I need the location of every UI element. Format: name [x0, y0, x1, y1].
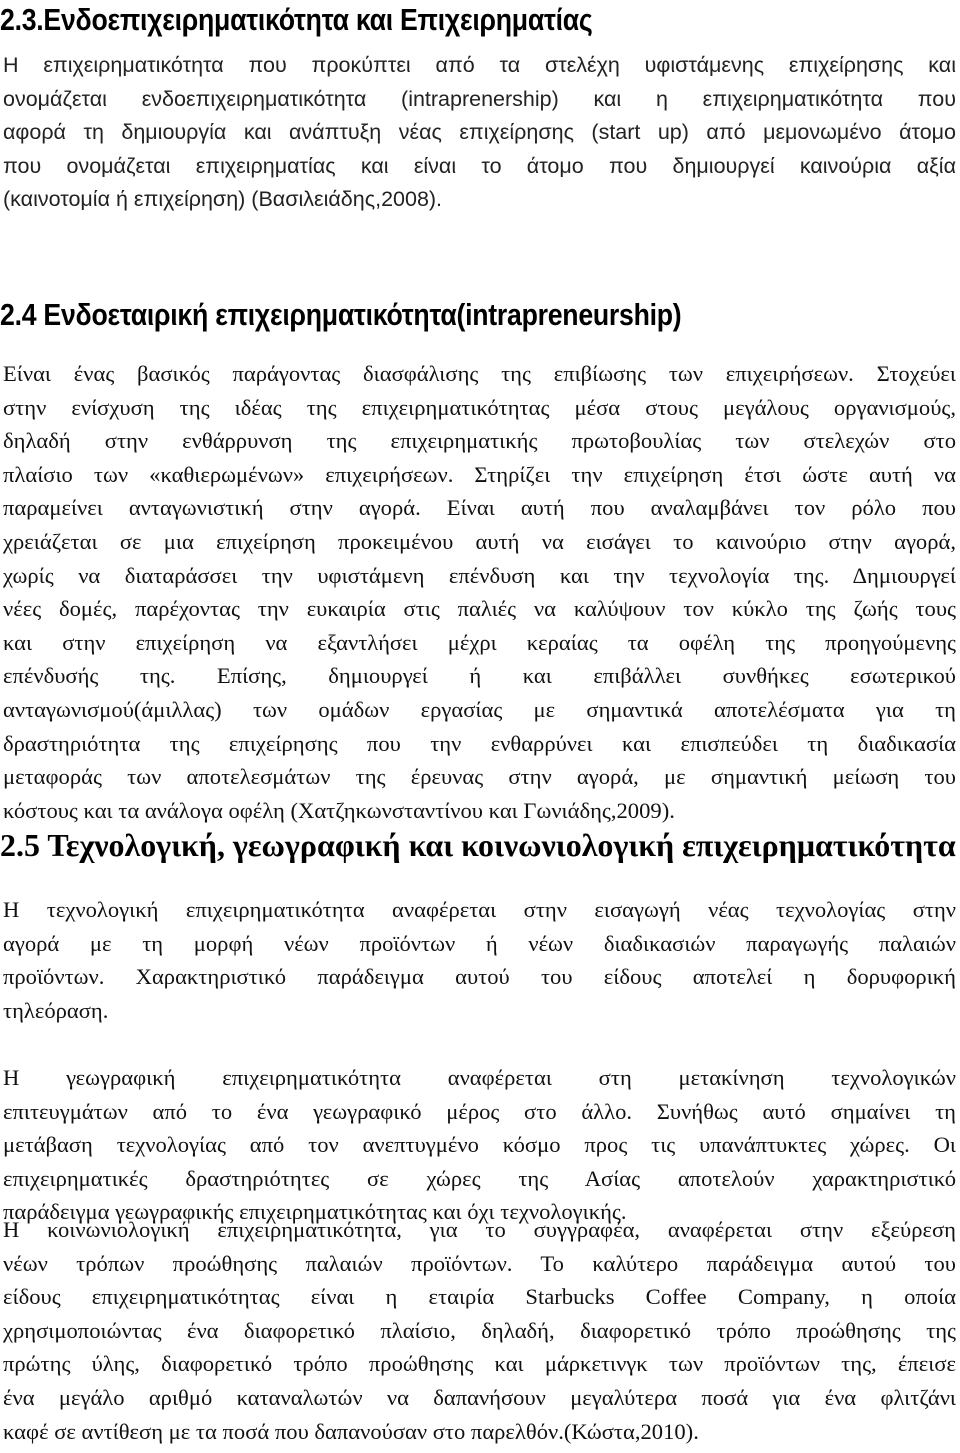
- text-line: μεταφοράς των αποτελεσμάτων της έρευνας στην αγορά, με σημαντική μείωση του: [3, 764, 956, 790]
- text-line: κόστους και τα ανάλογα οφέλη (Χατζηκωνσταντίνου και Γωνιάδης,2009).: [3, 797, 675, 823]
- section-2-3-heading: 2.3.Ενδοεπιχειρηματικότητα και Επιχειρηματίας: [0, 2, 593, 37]
- text-line: πλαίσιο των «καθιερωμένων» επιχειρήσεων. Στηρίζει την επιχείρηση έτσι ώστε αυτή να: [3, 461, 956, 487]
- text-line: χρησιμοποιώντας ένα διαφορετικό πλαίσιο, δηλαδή, διαφορετικό τρόπο προώθησης της: [3, 1317, 956, 1343]
- text-line: Η γεωγραφική επιχειρηματικότητα αναφέρεται στη μετακίνηση τεχνολογικών: [3, 1065, 956, 1090]
- text-line: τηλεόραση.: [3, 997, 109, 1023]
- text-line: Η επιχειρηματικότητα που προκύπτει από τα στελέχη υφιστάμενης επιχείρησης και: [3, 53, 956, 77]
- text-line: (καινοτομία ή επιχείρηση) (Βασιλειάδης,2008).: [3, 187, 443, 212]
- text-line: δραστηριότητα της επιχείρησης που την ενθαρρύνει και επισπεύδει τη διαδικασία: [3, 730, 956, 756]
- text-line: επιχειρηματικές δραστηριότητες σε χώρες της Ασίας αποτελούν χαρακτηριστικό: [3, 1165, 956, 1191]
- section-2-5-heading: 2.5 Τεχνολογική, γεωγραφική και κοινωνιολογική επιχειρηματικότητα: [0, 828, 956, 863]
- text-line: χρειάζεται σε μια επιχείρηση προκειμένου αυτή να εισάγει το καινούριο στην αγορά,: [3, 528, 956, 554]
- text-line: παράδειγμα γεωγραφικής επιχειρηματικότητας και όχι τεχνολογικής.: [3, 1199, 627, 1225]
- section-2-5-paragraph-sociological: [3, 1213, 956, 1448]
- text-line: προϊόντων. Χαρακτηριστικό παράδειγμα αυτού του είδους αποτελεί η δορυφορική: [3, 964, 956, 990]
- text-line: αφορά τη δημιουργία και ανάπτυξη νέας επιχείρησης (start up) από μεμονωμένο άτομο: [3, 120, 956, 145]
- text-line: παραμείνει ανταγωνιστική στην αγορά. Είναι αυτή που αναλαμβάνει τον ρόλο που: [3, 495, 956, 521]
- section-2-5-paragraph-technological: [3, 893, 956, 1027]
- section-2-3-paragraph: [3, 49, 956, 217]
- text-line: επένδυσής της. Επίσης, δημιουργεί ή και επιβάλλει συνθήκες εσωτερικού: [3, 663, 956, 689]
- text-line: αγορά με τη μορφή νέων προϊόντων ή νέων διαδικασιών παραγωγής παλαιών: [3, 930, 956, 956]
- text-line: που ονομάζεται επιχειρηματίας και είναι το άτομο που δημιουργεί καινούρια αξία: [3, 153, 956, 178]
- text-line: ανταγωνισμού(άμιλλας) των ομάδων εργασίας με σημαντικά αποτελέσματα για τη: [3, 696, 956, 722]
- text-line: είδους επιχειρηματικότητας είναι η εταιρία Starbucks Coffee Company, η οποία: [3, 1284, 956, 1310]
- text-line: Η κοινωνιολογική επιχειρηματικότητα, για το συγγραφέα, αναφέρεται στην εξεύρεση: [3, 1217, 956, 1242]
- text-line: δηλαδή στην ενθάρρυνση της επιχειρηματικής πρωτοβουλίας των στελεχών στο: [3, 428, 956, 454]
- section-2-4-paragraph: [3, 357, 956, 827]
- text-line: καφέ σε αντίθεση με τα ποσά που δαπανούσαν στο παρελθόν.(Κώστα,2010).: [3, 1418, 699, 1444]
- text-line: ονομάζεται ενδοεπιχειρηματικότητα (intraprenership) και η επιχειρηματικότητα που: [3, 86, 956, 111]
- text-line: πρώτης ύλης, διαφορετικό τρόπο προώθησης και μάρκετινγκ των προϊόντων της, έπεισε: [3, 1351, 956, 1377]
- section-2-5-paragraph-geographic: [3, 1061, 956, 1229]
- text-line: Είναι ένας βασικός παράγοντας διασφάλισης της επιβίωσης των επιχειρήσεων. Στοχεύει: [3, 361, 956, 386]
- text-line: χωρίς να διαταράσσει την υφιστάμενη επένδυση και την τεχνολογία της. Δημιουργεί: [3, 562, 956, 588]
- text-line: Η τεχνολογική επιχειρηματικότητα αναφέρεται στην εισαγωγή νέας τεχνολογίας στην: [3, 897, 956, 922]
- text-line: ένα μεγάλο αριθμό καταναλωτών να δαπανήσουν μεγαλύτερα ποσά για ένα φλιτζάνι: [3, 1384, 956, 1410]
- text-line: μετάβαση τεχνολογίας από τον ανεπτυγμένο κόσμο προς τις υπανάπτυκτες χώρες. Οι: [3, 1132, 956, 1158]
- text-line: νέων τρόπων προώθησης παλαιών προϊόντων. Το καλύτερο παράδειγμα αυτού του: [3, 1250, 956, 1276]
- section-2-4-heading: 2.4 Ενδοεταιρική επιχειρηματικότητα(intrapreneurship): [0, 297, 682, 332]
- text-line: νέες δομές, παρέχοντας την ευκαιρία στις παλιές να καλύψουν τον κύκλο της ζωής τους: [3, 596, 956, 622]
- text-line: και στην επιχείρηση να εξαντλήσει μέχρι κεραίας τα οφέλη της προηγούμενης: [3, 629, 956, 655]
- text-line: στην ενίσχυση της ιδέας της επιχειρηματικότητας μέσα στους μεγάλους οργανισμούς,: [3, 394, 956, 420]
- text-line: επιτευγμάτων από το ένα γεωγραφικό μέρος στο άλλο. Συνήθως αυτό σημαίνει τη: [3, 1098, 956, 1124]
